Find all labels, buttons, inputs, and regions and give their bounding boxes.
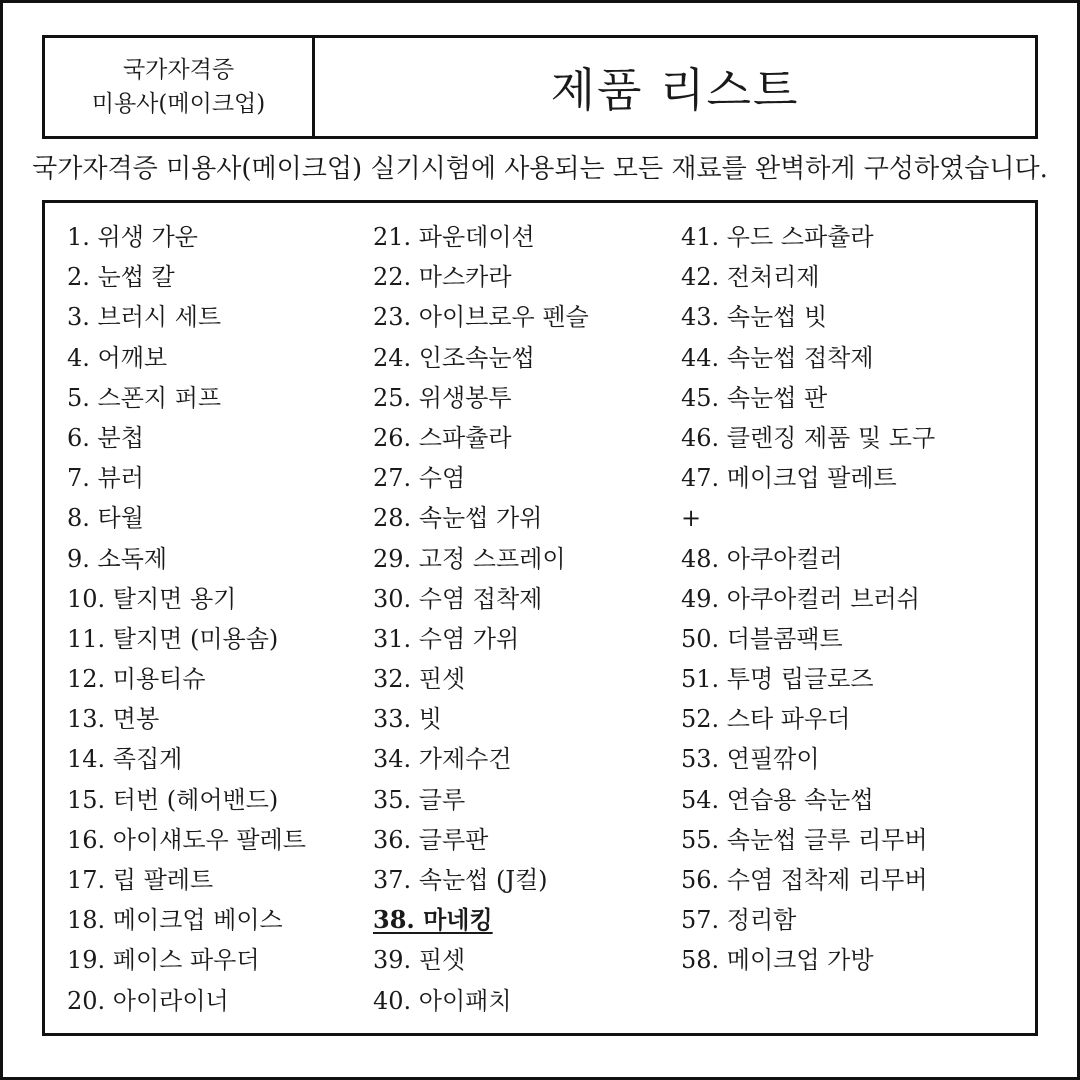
- list-item: 18. 메이크업 베이스: [67, 906, 283, 935]
- list-item: 19. 페이스 파우더: [67, 946, 260, 975]
- list-item: 20. 아이라이너: [67, 986, 229, 1015]
- list-item: 16. 아이섀도우 팔레트: [67, 825, 306, 854]
- list-item: 21. 파운데이션: [373, 223, 535, 251]
- list-item: 31. 수염 가위: [373, 624, 520, 653]
- page-title: 제품 리스트: [550, 63, 800, 117]
- list-item: 26. 스파츌라: [373, 423, 512, 452]
- list-item: 42. 전처리제: [681, 263, 820, 292]
- list-item: 28. 속눈썹 가위: [373, 504, 543, 533]
- certificate-label-line2: 미용사(메이크업): [91, 91, 266, 117]
- list-item: 57. 정리함: [681, 906, 797, 935]
- list-item: 43. 속눈썹 빗: [681, 303, 828, 332]
- header-box: [42, 35, 1038, 139]
- list-item: 13. 면봉: [67, 705, 160, 734]
- list-item: 25. 위생봉투: [373, 383, 512, 412]
- list-item: 48. 아쿠아컬러: [681, 544, 843, 573]
- list-item: 29. 고정 스프레이: [373, 544, 566, 573]
- list-item: 40. 아이패치: [373, 986, 512, 1015]
- list-item: 53. 연필깎이: [681, 745, 820, 774]
- list-item: 15. 터번 (헤어밴드): [67, 785, 279, 814]
- list-item: 17. 립 팔레트: [67, 866, 214, 894]
- list-item-highlighted: 38. 마네킹: [373, 905, 493, 935]
- list-item: 32. 핀셋: [373, 665, 466, 694]
- list-item: 4. 어깨보: [67, 343, 168, 372]
- product-column-1: [67, 217, 306, 1021]
- list-item: 14. 족집게: [67, 745, 183, 774]
- product-column-2: [373, 217, 589, 1021]
- list-item: 41. 우드 스파츌라: [681, 223, 874, 251]
- list-item: 2. 눈썹 칼: [67, 263, 175, 292]
- list-item: 55. 속눈썹 글루 리무버: [681, 825, 928, 854]
- list-item: 33. 빗: [373, 705, 442, 734]
- list-item: 39. 핀셋: [373, 946, 466, 975]
- list-item: 36. 글루판: [373, 825, 489, 854]
- list-item: 5. 스폰지 퍼프: [67, 383, 222, 412]
- list-item: 23. 아이브로우 펜슬: [373, 303, 589, 332]
- list-item: 34. 가제수건: [373, 745, 512, 774]
- list-item: 22. 마스카라: [373, 263, 512, 292]
- certificate-label: [45, 38, 315, 136]
- certificate-label-line1: 국가자격증: [122, 57, 235, 83]
- list-item: 24. 인조속눈썹: [373, 343, 535, 372]
- list-item: 51. 투명 립글로즈: [681, 665, 874, 694]
- list-item: 3. 브러시 세트: [67, 303, 222, 332]
- list-item: 49. 아쿠아컬러 브러쉬: [681, 584, 920, 613]
- subtitle: 국가자격증 미용사(메이크업) 실기시험에 사용되는 모든 재료를 완벽하게 구성하였습니다.: [32, 154, 1048, 184]
- list-item: 7. 뷰러: [67, 464, 144, 493]
- list-item: 56. 수염 접착제 리무버: [681, 866, 928, 894]
- list-item: 30. 수염 접착제: [373, 584, 543, 613]
- list-item: 6. 분첩: [67, 423, 144, 452]
- list-item: 50. 더블콤팩트: [681, 624, 843, 653]
- list-item: 54. 연습용 속눈썹: [681, 785, 874, 814]
- product-column-3: [681, 217, 935, 981]
- list-item: 47. 메이크업 팔레트: [681, 464, 897, 493]
- list-item: 9. 소독제: [67, 544, 168, 573]
- list-item: 58. 메이크업 가방: [681, 946, 874, 975]
- plus-separator: +: [681, 504, 702, 533]
- list-item: 12. 미용티슈: [67, 665, 206, 694]
- list-item: 8. 타월: [67, 504, 144, 533]
- list-item: 35. 글루: [373, 785, 466, 814]
- product-list: [42, 200, 1038, 1036]
- list-item: 37. 속눈썹 (J컬): [373, 866, 548, 894]
- list-item: 1. 위생 가운: [67, 223, 198, 251]
- list-item: 10. 탈지면 용기: [67, 584, 237, 613]
- list-item: 52. 스타 파우더: [681, 705, 851, 734]
- list-item: 46. 클렌징 제품 및 도구: [681, 423, 936, 452]
- list-item: 44. 속눈썹 접착제: [681, 343, 874, 372]
- list-item: 11. 탈지면 (미용솜): [67, 624, 279, 653]
- list-item: 45. 속눈썹 판: [681, 383, 828, 412]
- list-item: 27. 수염: [373, 464, 466, 493]
